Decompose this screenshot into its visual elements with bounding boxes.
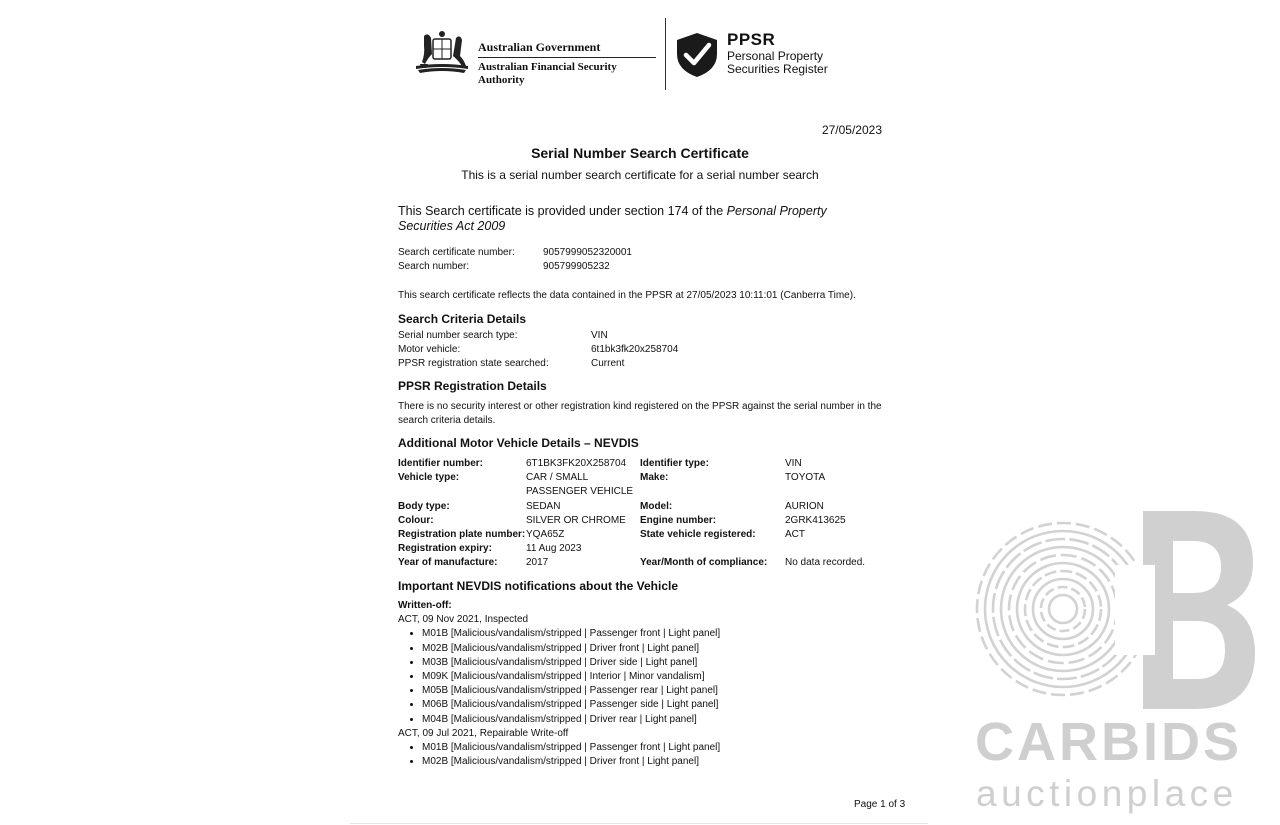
page-edge: [350, 823, 928, 824]
field-label: Body type:: [398, 500, 450, 512]
field-value: VIN: [785, 458, 802, 469]
registration-heading: PPSR Registration Details: [398, 379, 547, 393]
ppsr-name-line1: Personal Property: [727, 49, 824, 63]
field-value: ACT: [785, 528, 805, 540]
event-title: ACT, 09 Nov 2021, Inspected: [398, 614, 529, 626]
field-label: Year of manufacture:: [398, 557, 498, 569]
list-item: • M06B [Malicious/vandalism/stripped | Passenger side | Light panel]: [422, 698, 882, 712]
list-item: • M01B [Malicious/vandalism/stripped | Passenger front | Light panel]: [422, 627, 882, 641]
field-label: Registration plate number:: [398, 528, 526, 540]
field-label: Vehicle type:: [398, 472, 460, 484]
certificate-date: 27/05/2023: [821, 123, 882, 137]
field-value: 6T1BK3FK20X258704: [526, 458, 627, 469]
field-label: Colour:: [398, 514, 434, 526]
nevdis-heading: Additional Motor Vehicle Details – NEVDIS: [398, 436, 639, 450]
criteria-label: Motor vehicle:: [398, 344, 461, 355]
table-row: [398, 556, 888, 570]
list-item: • M01B [Malicious/vandalism/stripped | Passenger front | Light panel]: [422, 741, 882, 755]
certificate-numbers: [398, 246, 698, 274]
event-title: ACT, 09 Jul 2021, Repairable Write-off: [398, 727, 569, 739]
field-label: Engine number:: [640, 514, 717, 526]
field-value: 2GRK413625: [785, 514, 846, 526]
search-number-value: 905799905232: [543, 261, 610, 272]
header-divider: [665, 18, 666, 90]
table-row: [398, 514, 888, 528]
notifications-heading: Important NEVDIS notifications about the Vehicle: [398, 579, 679, 593]
event-items: [398, 627, 882, 726]
criteria-label: Serial number search type:: [398, 330, 518, 341]
field-label: Year/Month of compliance:: [640, 557, 768, 569]
criteria-value: VIN: [591, 330, 608, 341]
ppsr-abbreviation: PPSR: [727, 30, 776, 49]
gov-subtitle: Australian Financial Security Authority: [478, 61, 617, 86]
list-item: • M04B [Malicious/vandalism/stripped | Driver rear | Light panel]: [422, 713, 882, 727]
page-title: Serial Number Search Certificate: [531, 145, 749, 161]
list-item: • M05B [Malicious/vandalism/stripped | Passenger rear | Light panel]: [422, 684, 882, 698]
registration-text: There is no security interest or other registration kind registered on the PPSR against the serial number in the search criteria details.: [398, 401, 882, 426]
search-criteria-table: [398, 329, 798, 371]
watermark-brand: CARBIDS: [975, 712, 1243, 772]
field-value: SEDAN: [526, 500, 561, 512]
field-label: State vehicle registered:: [640, 528, 756, 540]
page-number: Page 1 of 3: [854, 799, 906, 810]
table-row: [398, 471, 888, 499]
criteria-label: PPSR registration state searched:: [398, 358, 549, 369]
table-row: [398, 528, 888, 542]
field-value: No data recorded.: [785, 557, 866, 569]
field-value: TOYOTA: [785, 472, 826, 484]
notifications-list: [398, 599, 882, 769]
field-value: YQA65Z: [526, 528, 565, 540]
page-subtitle: This is a serial number search certificate for a serial number search: [461, 168, 819, 182]
criteria-value: Current: [591, 358, 625, 369]
watermark-tagline: auctionplace: [976, 773, 1238, 814]
field-label: Identifier number:: [398, 458, 484, 469]
list-item: • M02B [Malicious/vandalism/stripped | Driver front | Light panel]: [422, 642, 882, 656]
list-item: • M02B [Malicious/vandalism/stripped | Driver front | Light panel]: [422, 755, 882, 769]
event-items: [398, 741, 882, 769]
shield-check-icon: [675, 32, 719, 78]
field-label: Identifier type:: [640, 458, 709, 469]
table-row: [398, 457, 888, 471]
act-name: Personal Property Securities Act 2009: [398, 204, 827, 233]
field-value: 2017: [526, 557, 549, 569]
criteria-value: 6t1bk3fk20x258704: [591, 344, 679, 355]
data-reflects-note: This search certificate reflects the data contained in the PPSR at 27/05/2023 10:11:01 (Canberra Time).: [398, 290, 856, 301]
provided-prefix: This Search certificate is provided under section 174 of the: [398, 204, 727, 218]
coat-of-arms-icon: [412, 28, 472, 74]
field-value: 11 Aug 2023: [526, 543, 582, 555]
cert-number-value: 9057999052320001: [543, 247, 632, 258]
field-label: Model:: [640, 500, 673, 512]
search-number-label: Search number:: [398, 261, 470, 272]
government-logo: [412, 28, 657, 86]
field-value: CAR / SMALL PASSENGER VEHICLE: [526, 472, 634, 498]
ppsr-name-line2: Securities Register: [727, 61, 828, 76]
field-value: AURION: [785, 500, 824, 512]
nevdis-table: [398, 457, 888, 571]
cert-number-label: Search certificate number:: [398, 247, 515, 258]
written-off-label: Written-off:: [398, 600, 452, 611]
field-label: Make:: [640, 472, 669, 484]
provided-statement: [398, 204, 882, 234]
ppsr-logo: [675, 30, 855, 80]
carbids-logo-icon: [975, 505, 1257, 710]
search-criteria-heading: Search Criteria Details: [398, 312, 527, 326]
table-row: [398, 542, 888, 556]
gov-title: Australian Government: [478, 40, 656, 58]
field-label: Registration expiry:: [398, 543, 492, 555]
table-row: [398, 500, 888, 514]
list-item: • M03B [Malicious/vandalism/stripped | Driver side | Light panel]: [422, 656, 882, 670]
field-value: SILVER OR CHROME: [526, 514, 626, 526]
list-item: • M09K [Malicious/vandalism/stripped | Interior | Minor vandalism]: [422, 670, 882, 684]
